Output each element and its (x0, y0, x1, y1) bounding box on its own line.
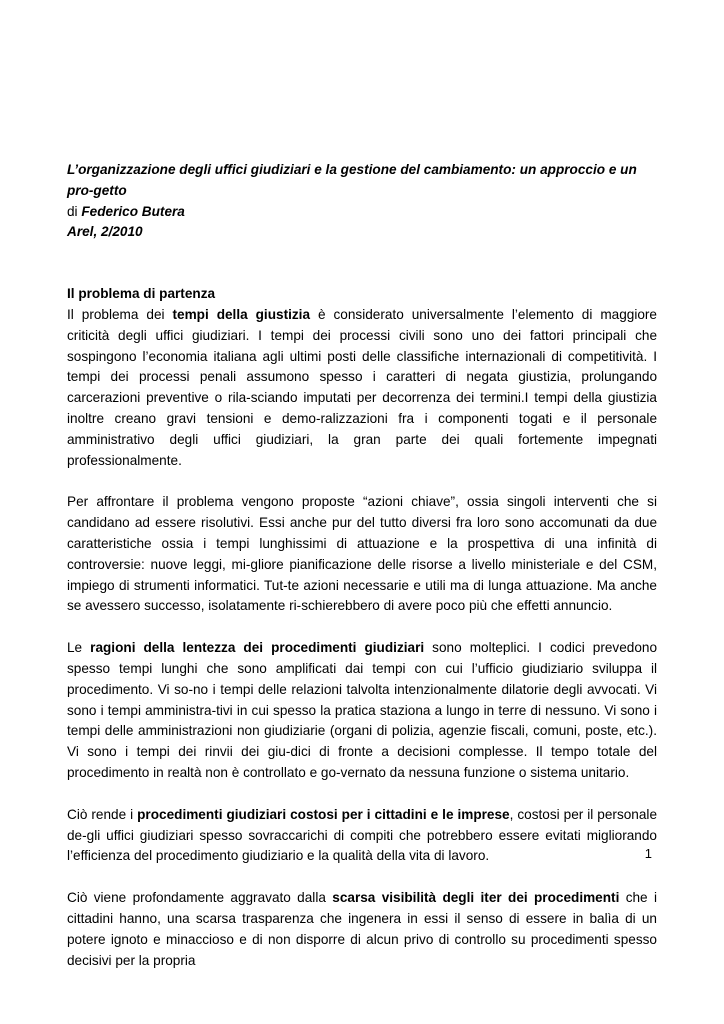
paragraph-text: Le (67, 640, 91, 656)
author-name: Federico Butera (81, 203, 185, 219)
title-block (67, 160, 657, 243)
paragraph-text: Ciò viene profondamente aggravato dalla (67, 890, 333, 906)
paragraph-text: Ciò rende i (67, 806, 138, 822)
paragraph (67, 805, 657, 867)
page-number: 1 (644, 846, 652, 861)
paragraph-text: Il problema dei (67, 306, 173, 322)
paragraph (67, 888, 657, 971)
document-page (67, 160, 657, 971)
emphasis-text: scarsa visibilità degli iter dei procedimenti (332, 890, 620, 906)
section-heading: Il problema di partenza (67, 286, 216, 302)
paragraph (67, 492, 657, 617)
source-citation: Arel, 2/2010 (67, 224, 143, 240)
paragraph-text: Per affrontare il problema vengono proposte “azioni chiave”, ossia singoli interventi che si candidano ad essere risolutivi. Essi anche pur del tutto diversi fra loro sono accomunati da due caratteristiche ossia i tempi lunghissimi di attuazione e la prospettiva di una infinità di controversie: nuove leggi, mi-gliore pianificazione delle risorse a livello ministeriale e del CSM, impiego di strumenti informatici. Tut-te azioni necessarie e utili ma di lunga attuazione. Ma anche se avessero successo, isolatamente ri-schierebbero di avere poco più che effetti annuncio. (67, 494, 657, 614)
paragraph-text: è considerato universalmente l’elemento di maggiore criticità degli uffici giudiziari. I tempi dei processi civili sono uno dei fattori principali che sospingono l’economia italiana agli ultimi posti delle classifiche internazionali di competitività. I tempi dei processi penali assumono spesso i caratteri di negata giustizia, prolungando carcerazioni preventive o rila-sciando imputati per decorrenza dei termini.I tempi della giustizia inoltre creano gravi tensioni e demo-ralizzazioni fra i componenti togati e il personale amministrativo degli uffici giudiziari, la gran parte dei quali fortemente impegnati professionalmente. (67, 306, 657, 468)
paragraph (67, 305, 657, 471)
paragraph-text: sono molteplici. I codici prevedono spesso tempi lunghi che sono amplificati dai tempi con cui l’ufficio giudiziario sviluppa il procedimento. Vi so-no i tempi delle relazioni talvolta intenzionalmente dilatorie degli avvocati. Vi sono i tempi amministra-tivi in cui spesso la pratica staziona a lungo in terre di nessuno. Vi sono i tempi delle amministrazioni non giudiziarie (organi di polizia, agenzie fiscali, comuni, poste, etc.). Vi sono i tempi dei rinvii dei giu-dici di fronte a decisioni complesse. Il tempo totale del procedimento in realtà non è controllato e go-vernato da nessuna funzione o sistema unitario. (67, 640, 658, 780)
paragraph (67, 638, 657, 784)
author-prefix: di (67, 203, 82, 219)
paragraph-text: , costosi per il personale de-gli uffici giudiziari spesso sovraccarichi di compiti che potrebbero essere evitati migliorando l’efficienza del procedimento giudiziario e la qualità della vita di lavoro. (67, 806, 658, 864)
paragraph-text: che i cittadini hanno, una scarsa trasparenza che ingenera in essi il senso di essere in balìa di un potere ignoto e minaccioso e di non disporre di alcun privo di controllo su procedimenti spesso decisivi per la propria (67, 890, 657, 968)
emphasis-text: tempi della giustizia (172, 306, 311, 322)
document-title: L’organizzazione degli uffici giudiziari e la gestione del cambiamento: un approccio e un pro-getto (67, 162, 637, 198)
body-text (67, 305, 657, 971)
author-line (67, 202, 657, 223)
emphasis-text: ragioni della lentezza dei procedimenti giudiziari (90, 640, 425, 656)
emphasis-text: procedimenti giudiziari costosi per i cittadini e le imprese (137, 806, 510, 822)
